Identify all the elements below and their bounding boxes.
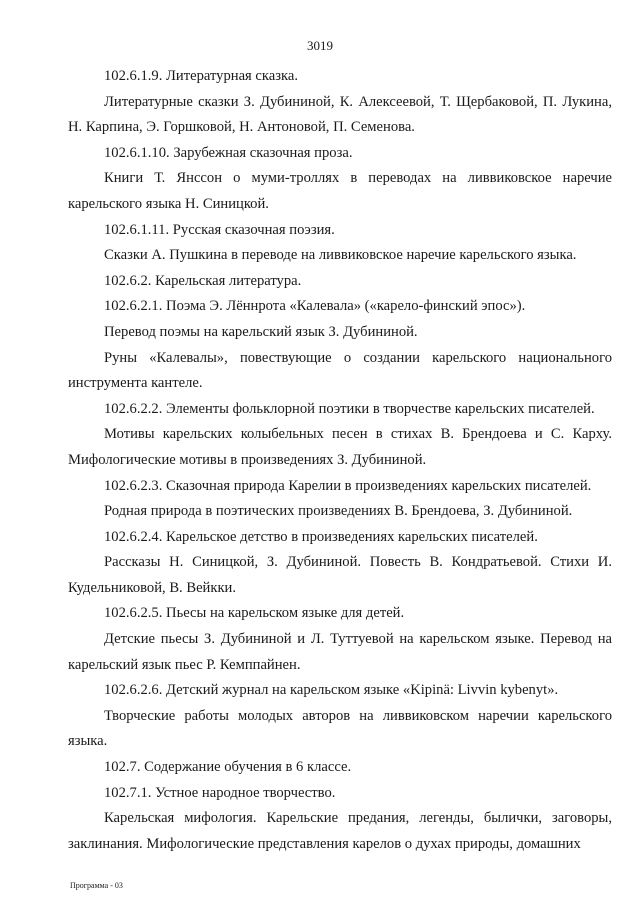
paragraph: Книги Т. Янссон о муми-троллях в переводах на ливвиковское наречие карельского языка Н. Синицкой. <box>68 170 612 212</box>
section-heading: 102.6.2.1. Поэма Э. Лённрота «Калевала» («карело-финский эпос»). <box>104 298 526 315</box>
paragraph: Рассказы Н. Синицкой, З. Дубининой. Повесть В. Кондратьевой. Стихи И. Кудельниковой, В. Вейкки. <box>68 554 612 596</box>
paragraph: Родная природа в поэтических произведениях В. Брендоева, З. Дубининой. <box>104 503 573 520</box>
paragraph: Мотивы карельских колыбельных песен в стихах В. Брендоева и С. Карху. Мифологические мотивы в произведениях З. Дубининой. <box>68 426 612 468</box>
page-footer: Программа - 03 <box>70 881 123 890</box>
section-heading: 102.6.2.3. Сказочная природа Карелии в произведениях карельских писателей. <box>104 477 592 494</box>
paragraph: Сказки А. Пушкина в переводе на ливвиковское наречие карельского языка. <box>104 247 577 264</box>
paragraph: Литературные сказки З. Дубининой, К. Алексеевой, Т. Щербаковой, П. Лукина, Н. Карпина, Э. Горшковой, Н. Антоновой, П. Семенова. <box>68 93 612 136</box>
section-heading: 102.6.2. Карельская литература. <box>104 272 302 289</box>
page-number: 3019 <box>307 38 333 53</box>
text-body <box>68 64 612 857</box>
paragraph: Перевод поэмы на карельский язык З. Дубининой. <box>104 323 418 340</box>
section-heading: 102.6.1.11. Русская сказочная поэзия. <box>104 221 335 238</box>
section-heading: 102.6.1.10. Зарубежная сказочная проза. <box>104 144 353 161</box>
section-heading: 102.6.2.2. Элементы фольклорной поэтики в творчестве карельских писателей. <box>104 400 595 417</box>
paragraph: Руны «Калевалы», повествующие о создании карельского национального инструмента кантеле. <box>68 349 612 392</box>
paragraph: Творческие работы молодых авторов на ливвиковском наречии карельского языка. <box>68 707 612 750</box>
section-heading: 102.6.1.9. Литературная сказка. <box>104 68 298 84</box>
section-heading: 102.7. Содержание обучения в 6 классе. <box>104 759 352 776</box>
section-heading: 102.6.2.6. Детский журнал на карельском языке «Kipinä: Livvin kybenyt». <box>104 682 559 699</box>
section-heading: 102.7.1. Устное народное творчество. <box>104 784 336 801</box>
paragraph: Детские пьесы З. Дубининой и Л. Туттуевой на карельском языке. Перевод на карельский язык пьес Р. Кемппайнен. <box>68 631 612 673</box>
section-heading: 102.6.2.4. Карельское детство в произведениях карельских писателей. <box>104 528 538 545</box>
section-heading: 102.6.2.5. Пьесы на карельском языке для детей. <box>104 605 405 622</box>
paragraph: Карельская мифология. Карельские предания, легенды, былички, заговоры, заклинания. Мифологические представления карелов о духах природы, домашних <box>68 810 612 852</box>
